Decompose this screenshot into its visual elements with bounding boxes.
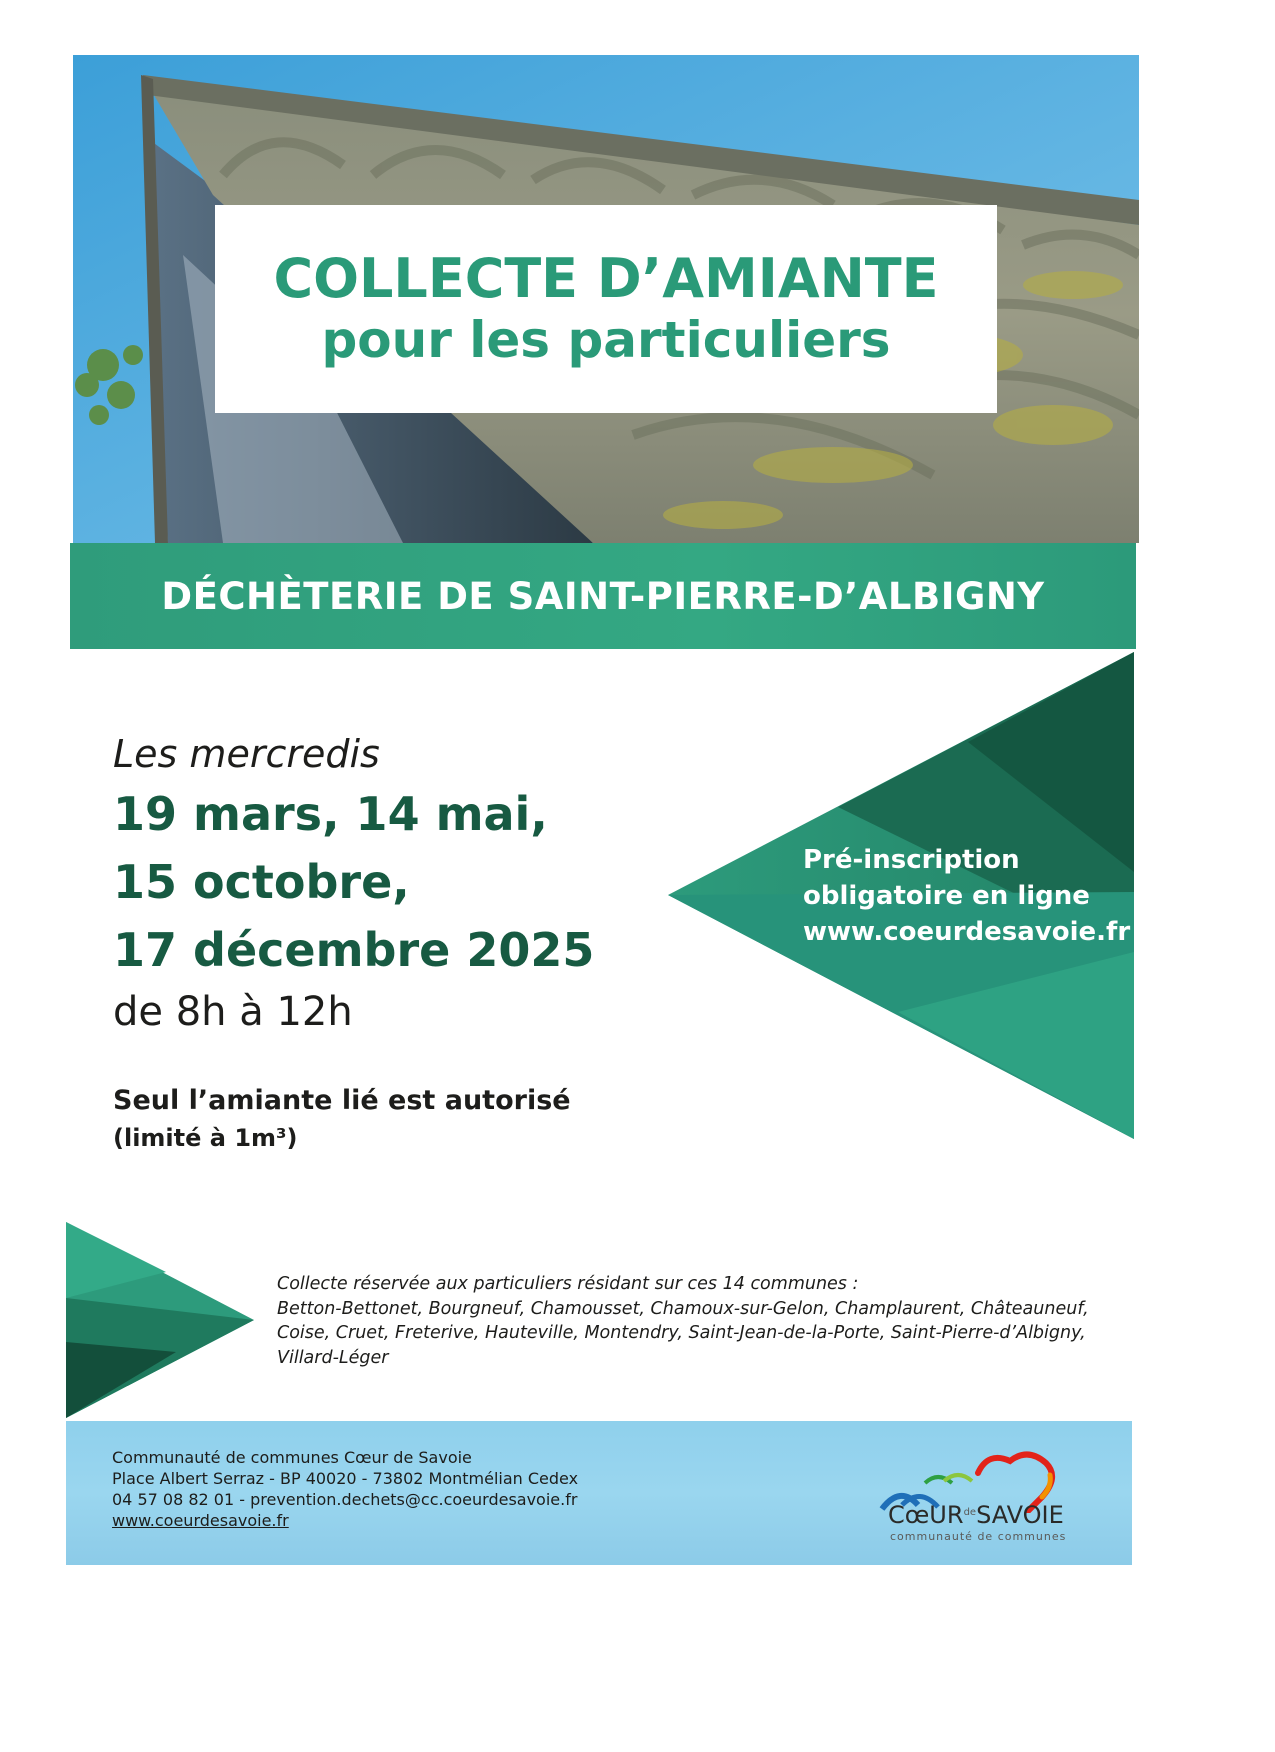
logo-word-de: de xyxy=(963,1507,977,1518)
logo-word-coeur: CœUR xyxy=(888,1501,964,1529)
date-line: 15 octobre, xyxy=(113,855,410,909)
location-banner xyxy=(70,543,1136,649)
rule-text: Seul l’amiante lié est autorisé xyxy=(113,1085,571,1116)
registration-notice xyxy=(803,842,1130,950)
communes-line: Betton-Bettonet, Bourgneuf, Chamousset, Chamoux-sur-Gelon, Champlaurent, Châteauneuf, xyxy=(277,1298,1089,1319)
location-name: DÉCHÈTERIE DE SAINT-PIERRE-D’ALBIGNY xyxy=(161,574,1045,618)
page-title: COLLECTE D’AMIANTE xyxy=(273,246,939,310)
rule-limit: (limité à 1m³) xyxy=(113,1124,298,1152)
rule-block xyxy=(113,1082,571,1156)
dates-block xyxy=(113,728,594,1040)
date-line: 19 mars, 14 mai, xyxy=(113,787,548,841)
logo-word-savoie: SAVOIE xyxy=(976,1501,1064,1529)
arrow-graphic xyxy=(66,1222,256,1418)
opening-hours: de 8h à 12h xyxy=(113,989,353,1035)
date-line: 17 décembre 2025 xyxy=(113,923,595,977)
registration-line: obligatoire en ligne xyxy=(803,881,1090,911)
page-subtitle: pour les particuliers xyxy=(321,311,891,370)
footer-contact xyxy=(112,1447,578,1531)
title-card xyxy=(215,205,997,413)
registration-line: Pré-inscription xyxy=(803,845,1020,875)
footer-address: Place Albert Serraz - BP 40020 - 73802 Montmélian Cedex xyxy=(112,1469,579,1488)
footer-phone-email[interactable]: 04 57 08 82 01 - prevention.dechets@cc.coeurdesavoie.fr xyxy=(112,1490,578,1509)
footer-url[interactable]: www.coeurdesavoie.fr xyxy=(112,1511,289,1530)
communes-line: Collecte réservée aux particuliers résidant sur ces 14 communes : xyxy=(277,1274,859,1294)
communes-line: Villard-Léger xyxy=(277,1347,389,1368)
logo-subtitle: communauté de communes xyxy=(890,1530,1067,1543)
communes-line: Coise, Cruet, Freterive, Hauteville, Montendry, Saint-Jean-de-la-Porte, Saint-Pierre-d’Albigny, xyxy=(277,1323,1086,1343)
dates-intro: Les mercredis xyxy=(113,732,380,776)
footer xyxy=(66,1421,1132,1565)
registration-url[interactable]: www.coeurdesavoie.fr xyxy=(803,917,1131,947)
footer-org: Communauté de communes Cœur de Savoie xyxy=(112,1448,472,1467)
logo-wordmark xyxy=(888,1501,1064,1529)
coeur-de-savoie-logo xyxy=(820,1443,1080,1553)
communes-list xyxy=(277,1272,1137,1370)
